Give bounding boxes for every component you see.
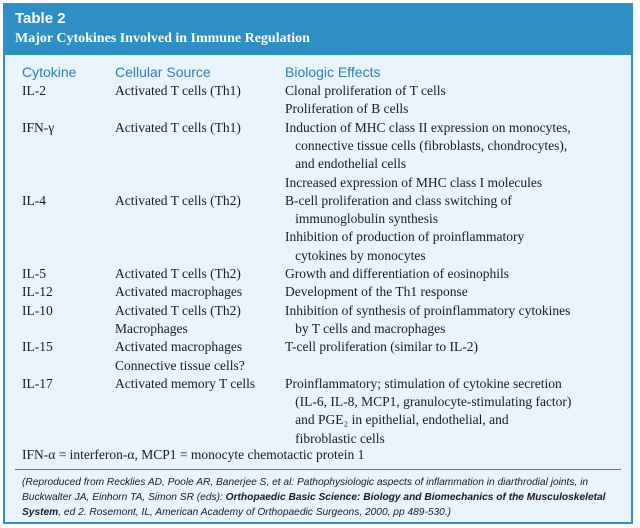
effect-cell: cytokines by monocytes <box>285 247 426 263</box>
effect-cell: Clonal proliferation of T cells <box>285 83 446 98</box>
column-header-cytokine: Cytokine <box>22 64 77 80</box>
cytokine-cell: IFN-γ <box>22 119 55 135</box>
effect-cell: Proinflammatory; stimulation of cytokine secretion <box>285 375 562 391</box>
citation-text-end: , ed 2. Rosemont, IL, American Academy of Orthopaedic Surgeons, 2000, pp 489-530.) <box>58 507 452 518</box>
effect-cell: B-cell proliferation and class switching of <box>285 192 512 208</box>
source-cell: Activated T cells (Th1) <box>115 119 241 135</box>
source-cell: Activated memory T cells <box>115 375 256 391</box>
table-label: Table 2 <box>15 10 66 27</box>
abbreviations-note: IFN-α = interferon-α, MCP1 = monocyte chemotactic protein 1 <box>22 447 365 462</box>
cytokine-cell: IL-10 <box>22 302 53 318</box>
effect-cell: Inhibition of production of proinflammatory <box>285 229 525 245</box>
effect-cell: Induction of MHC class II expression on monocytes, <box>285 119 571 135</box>
effect-cell: (IL-6, IL-8, MCP1, granulocyte-stimulating factor) <box>285 394 572 410</box>
cytokine-cell: IL-5 <box>22 266 46 281</box>
column-header-effects: Biologic Effects <box>285 64 381 80</box>
cytokine-cell: IL-4 <box>22 192 46 208</box>
cytokine-table <box>3 3 633 524</box>
source-cell: Connective tissue cells? <box>115 357 245 373</box>
source-cell: Activated T cells (Th2) <box>115 192 241 208</box>
source-cell: Macrophages <box>115 320 188 336</box>
column-header-source: Cellular Source <box>115 64 211 80</box>
citation-text: (Reproduced from Recklies AD, Poole AR, Banerjee S, et al: Pathophysiologic aspects of inflammation in diarthrodial joints, in Buckwalter JA, Einhorn TA, Simon SR (eds): <box>22 477 589 503</box>
source-cell: Activated T cells (Th2) <box>115 302 241 318</box>
cytokine-cell: IL-12 <box>22 284 53 300</box>
table-title: Major Cytokines Involved in Immune Regulation <box>15 31 310 46</box>
table-header <box>5 5 631 55</box>
cytokine-cell: IL-17 <box>22 375 53 391</box>
effect-cell: Development of the Th1 response <box>285 284 468 300</box>
effect-cell: and endothelial cells <box>285 156 407 172</box>
effect-cell: Inhibition of synthesis of proinflammatory cytokines <box>285 302 571 318</box>
effect-cell: connective tissue cells (fibroblasts, chondrocytes), <box>285 137 568 153</box>
cytokine-cell: IL-15 <box>22 339 53 355</box>
effect-cell: T-cell proliferation (similar to IL-2) <box>285 339 478 355</box>
effect-cell: Increased expression of MHC class I molecules <box>285 174 543 190</box>
effect-cell: Proliferation of B cells <box>285 101 409 117</box>
source-citation <box>22 475 622 520</box>
effect-cell: Growth and differentiation of eosinophils <box>285 266 509 281</box>
source-cell: Activated macrophages <box>115 339 243 355</box>
cytokine-cell: IL-2 <box>22 83 46 98</box>
effect-cell: by T cells and macrophages <box>285 320 446 336</box>
source-cell: Activated T cells (Th1) <box>115 83 241 98</box>
effect-cell: immunoglobulin synthesis <box>285 211 439 227</box>
source-cell: Activated macrophages <box>115 284 243 300</box>
citation-book-title: Orthopaedic Basic Science: Biology and Biomechanics of the Musculoskeletal System <box>22 492 606 518</box>
divider <box>15 469 621 470</box>
source-cell: Activated T cells (Th2) <box>115 266 241 281</box>
effect-cell: and PGE₂ in epithelial, endothelial, and <box>285 412 509 428</box>
effect-cell: fibroblastic cells <box>285 430 385 446</box>
